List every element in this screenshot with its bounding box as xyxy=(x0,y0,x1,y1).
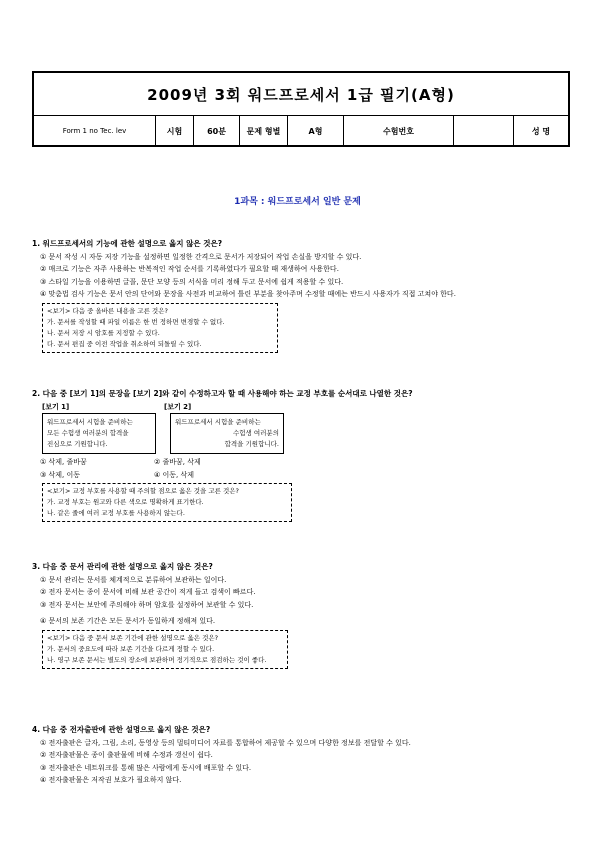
box-line: 가. 문서의 중요도에 따라 보존 기간을 다르게 정할 수 있다. xyxy=(47,644,215,653)
box-line: 진심으로 기원합니다. xyxy=(47,440,108,448)
example-box xyxy=(42,483,292,522)
box-line: 합격을 기원합니다. xyxy=(224,440,279,448)
section-subtitle: 1과목 : 워드프로세서 일반 문제 xyxy=(234,197,361,207)
box-line: 가. 교정 부호는 원고와 다른 색으로 명확하게 표기한다. xyxy=(47,498,204,506)
name-label: 성 명 xyxy=(531,126,551,136)
option[interactable]: ③ 스타일 기능을 이용하면 글꼴, 문단 모양 등의 서식을 미리 정해 두고 문서에 쉽게 적용할 수 있다. xyxy=(40,277,344,286)
form-code: Form 1 no Tec. lev xyxy=(34,116,156,146)
option[interactable]: ① 전자출판은 글자, 그림, 소리, 동영상 등의 멀티미디어 자료를 통합하여 제공할 수 있으며 다양한 정보를 전달할 수 있다. xyxy=(40,738,411,747)
option[interactable]: ③ 삭제, 이동 xyxy=(40,470,80,479)
example-box xyxy=(42,630,288,669)
example-box xyxy=(42,303,278,353)
box-line: <보기> 다음 중 문서 보존 기간에 관한 설명으로 옳은 것은? xyxy=(47,633,219,642)
box-line: 나. 같은 줄에 여러 교정 부호를 사용하지 않는다. xyxy=(47,509,185,517)
box-line: 나. 영구 보존 문서는 별도의 장소에 보관하며 정기적으로 점검하는 것이 좋다. xyxy=(47,655,267,664)
question-head: 3. 다음 중 문서 관리에 관한 설명으로 옳지 않은 것은? xyxy=(32,562,213,571)
type-label: 문제 형별 xyxy=(240,116,288,146)
type-value: A형 xyxy=(288,116,344,146)
option[interactable]: ③ 전자 문서는 보안에 주의해야 하며 암호를 설정하여 보관할 수 있다. xyxy=(40,600,254,609)
option[interactable]: ① 문서 관리는 문서를 체계적으로 분류하여 보관하는 일이다. xyxy=(40,575,227,584)
number-value[interactable] xyxy=(454,116,514,146)
option[interactable]: ② 줄바꿈, 삭제 xyxy=(154,458,201,466)
sample-label-1: [보기 1] xyxy=(42,402,70,411)
question-head: 4. 다음 중 전자출판에 관한 설명으로 옳지 않은 것은? xyxy=(32,725,211,734)
box-line: <보기> 다음 중 올바른 내용을 고른 것은? xyxy=(47,306,168,315)
box-line: 워드프로세서 시험을 준비하는 xyxy=(175,418,261,426)
box-line: 나. 문서 저장 시 암호를 지정할 수 있다. xyxy=(47,328,160,337)
number-label: 수험번호 xyxy=(344,116,454,146)
question-1 xyxy=(32,238,456,353)
sample-box-1 xyxy=(42,413,156,454)
box-line: 수험생 여러분의 xyxy=(232,429,279,437)
exam-header xyxy=(32,71,570,147)
box-line: 워드프로세서 시험을 준비하는 xyxy=(47,418,133,426)
question-head: 2. 다음 중 [보기 1]의 문장을 [보기 2]와 같이 수정하고자 할 때 사용해야 하는 교정 부호를 순서대로 나열한 것은? xyxy=(32,389,413,398)
option[interactable]: ① 문서 작성 시 자동 저장 기능을 설정하면 일정한 간격으로 문서가 저장되어 작업 손실을 방지할 수 있다. xyxy=(40,252,362,261)
question-4 xyxy=(32,724,411,787)
option[interactable]: ④ 맞춤법 검사 기능은 문서 안의 단어와 문장을 사전과 비교하여 틀린 부분을 찾아주며 수정할 때에는 반드시 사용자가 직접 고쳐야 한다. xyxy=(40,290,456,298)
option[interactable]: ④ 전자출판물은 저작권 보호가 필요하지 않다. xyxy=(40,776,182,784)
box-line: 모든 수험생 여러분의 합격을 xyxy=(47,429,129,437)
box-line: 가. 문서를 작성할 때 파일 이름은 한 번 정하면 변경할 수 없다. xyxy=(47,317,225,326)
box-line: <보기> 교정 부호를 사용할 때 주의할 점으로 옳은 것을 고른 것은? xyxy=(47,487,239,495)
option[interactable]: ② 전자출판물은 종이 출판물에 비해 수정과 갱신이 쉽다. xyxy=(40,751,213,759)
option[interactable]: ③ 전자출판은 네트워크를 통해 많은 사람에게 동시에 배포할 수 있다. xyxy=(40,763,252,772)
question-head: 1. 워드프로세서의 기능에 관한 설명으로 옳지 않은 것은? xyxy=(32,239,223,248)
option[interactable]: ② 매크로 기능은 자주 사용하는 반복적인 작업 순서를 기록하였다가 필요할 때 재생하여 사용한다. xyxy=(40,265,339,273)
option[interactable]: ② 전자 문서는 종이 문서에 비해 보관 공간이 적게 들고 검색이 빠르다. xyxy=(40,588,256,596)
sample-label-2: [보기 2] xyxy=(164,402,192,411)
time-label: 시험 xyxy=(156,116,194,146)
sample-box-2 xyxy=(170,413,284,454)
question-3 xyxy=(32,561,288,669)
option[interactable]: ④ 문서의 보존 기간은 모든 문서가 동일하게 정해져 있다. xyxy=(40,617,216,625)
option[interactable]: ① 삭제, 줄바꿈 xyxy=(40,458,87,466)
box-line: 다. 문서 편집 중 이전 작업을 취소하여 되돌릴 수 있다. xyxy=(47,339,202,348)
option[interactable]: ④ 이동, 삭제 xyxy=(154,470,194,479)
exam-info-row xyxy=(34,116,568,146)
question-2 xyxy=(32,388,413,522)
time-value: 60분 xyxy=(194,116,240,146)
exam-title: 2009년 3회 워드프로세서 1급 필기(A형) xyxy=(34,73,568,116)
